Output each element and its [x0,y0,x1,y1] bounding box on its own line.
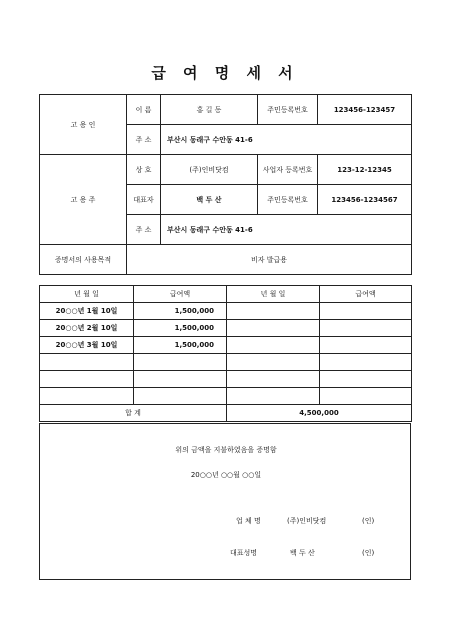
row-date [40,354,134,371]
cert-rep-seal: (인) [362,549,375,557]
row-date [40,388,134,405]
row-date: 20○○년 3월 10일 [40,337,134,354]
total-label: 합 계 [40,405,227,422]
row-date [40,371,134,388]
row-date-2 [227,354,320,371]
employer-address: 부산시 동래구 수안동 41-6 [161,125,412,155]
certificate-statement: 위의 금액을 지불하였음을 증명함 [175,446,277,454]
rep-rrn: 123456-1234567 [318,185,412,215]
row-amount [134,371,227,388]
employer-address-label: 주 소 [127,125,161,155]
row-amount [134,354,227,371]
row-amount-2 [320,371,412,388]
employer-group-label: 고 용 인 [40,95,127,155]
certificate-date: 20○○년 ○○월 ○○일 [190,471,262,479]
payment-table [39,285,412,422]
biz-no: 123-12-12345 [318,155,412,185]
row-date: 20○○년 2월 10일 [40,320,134,337]
header-date-2: 년 월 일 [227,286,320,303]
row-amount-2 [320,337,412,354]
header-date-1: 년 월 일 [40,286,134,303]
table-row [40,337,412,354]
table-row [40,371,412,388]
cert-rep-label: 대표성명 [230,549,258,557]
cert-company-seal: (인) [362,517,375,525]
biz-no-label: 사업자 등록번호 [258,155,318,185]
row-date-2 [227,388,320,405]
table-row [40,388,412,405]
cert-company-label: 업 체 명 [236,517,261,525]
row-date: 20○○년 1월 10일 [40,303,134,320]
row-date-2 [227,337,320,354]
table-row [40,354,412,371]
company-address-label: 주 소 [127,215,161,245]
row-amount: 1,500,000 [134,337,227,354]
row-amount: 1,500,000 [134,303,227,320]
certificate-box [39,423,411,580]
info-table [39,94,412,275]
row-date-2 [227,303,320,320]
row-amount [134,388,227,405]
rep-label: 대표자 [127,185,161,215]
employee-group-label: 고 용 주 [40,155,127,245]
employer-rrn-label: 주민등록번호 [258,95,318,125]
company-name: (주)인비닷컴 [161,155,258,185]
purpose-value: 비자 발급용 [127,245,412,275]
employer-name: 홍 길 동 [161,95,258,125]
row-amount-2 [320,303,412,320]
table-row [40,303,412,320]
header-amount-1: 급여액 [134,286,227,303]
row-amount-2 [320,388,412,405]
row-amount: 1,500,000 [134,320,227,337]
row-date-2 [227,320,320,337]
row-date-2 [227,371,320,388]
purpose-label: 증명서의 사용목적 [40,245,127,275]
cert-rep: 백 두 산 [290,549,315,557]
company-label: 상 호 [127,155,161,185]
rep-name: 백 두 산 [161,185,258,215]
rep-rrn-label: 주민등록번호 [258,185,318,215]
total-amount: 4,500,000 [227,405,412,422]
employer-name-label: 이 름 [127,95,161,125]
company-address: 부산시 동래구 수안동 41-6 [161,215,412,245]
table-row [40,320,412,337]
row-amount-2 [320,320,412,337]
cert-company: (주)인비닷컴 [287,517,327,525]
header-amount-2: 급여액 [320,286,412,303]
document-title: 급 여 명 세 서 [151,64,299,82]
employer-rrn: 123456-123457 [318,95,412,125]
row-amount-2 [320,354,412,371]
